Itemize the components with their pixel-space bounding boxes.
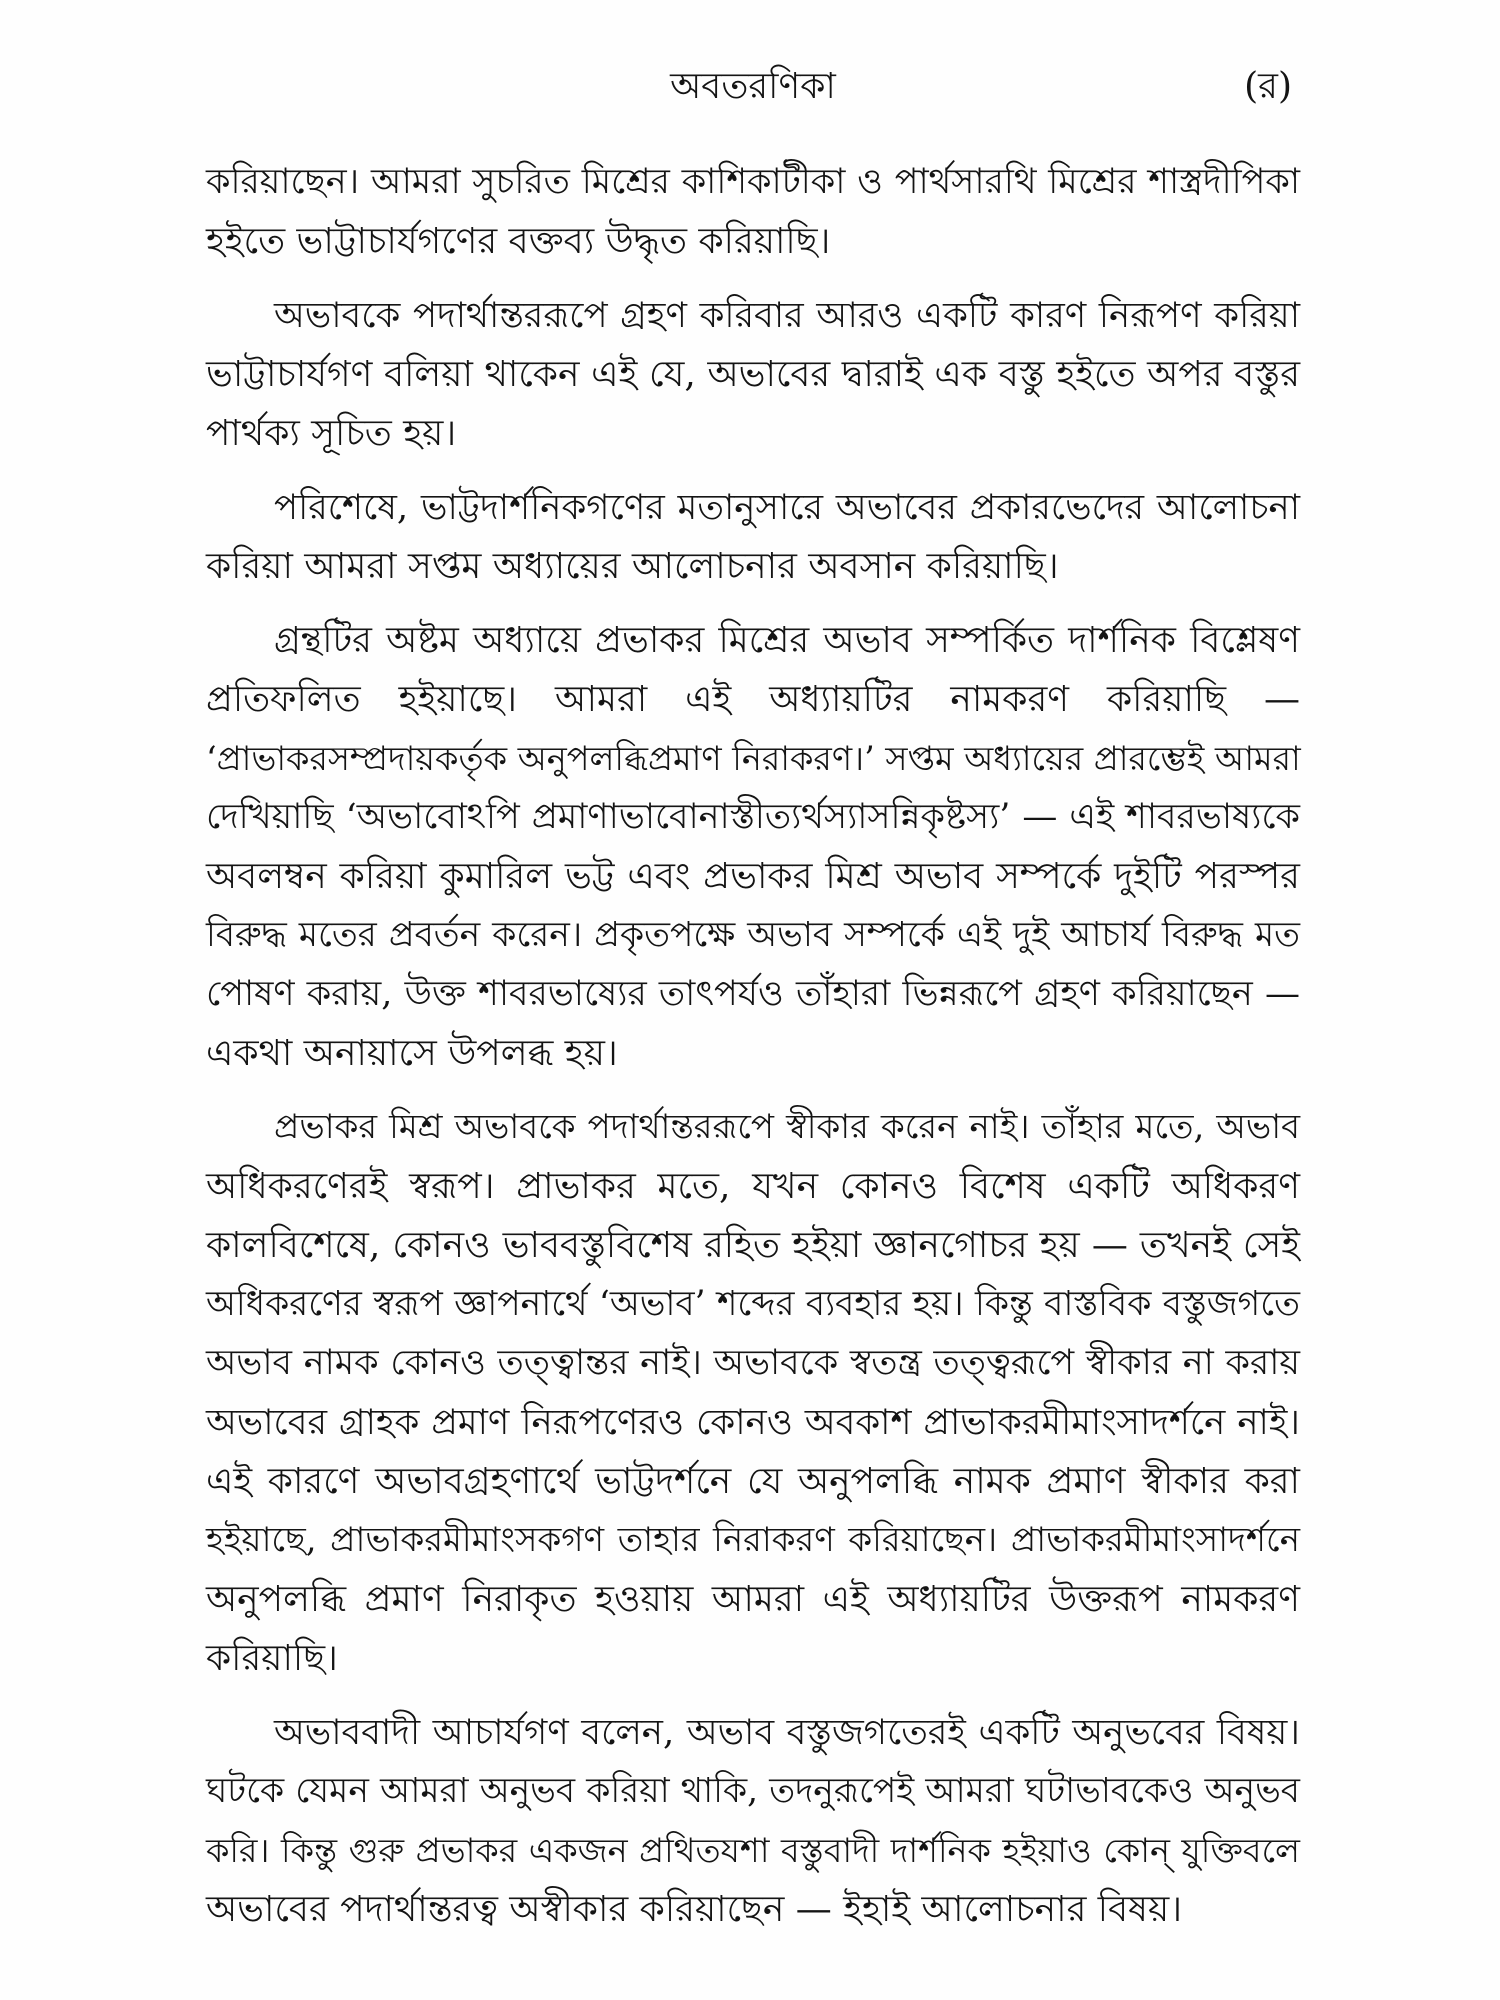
running-header bbox=[206, 62, 1300, 112]
text-line: অভাবের পদার্থান্তরত্ব অস্বীকার করিয়াছেন — ইহাই আলোচনার বিষয়। bbox=[206, 1889, 1183, 1930]
paragraph-1 bbox=[206, 153, 1300, 271]
text-line: অধিকরণেরই স্বরূপ। প্রাভাকর মতে, যখন কোনও বিশেষ একটি অধিকরণ bbox=[206, 1166, 1300, 1207]
text-line: বিরুদ্ধ মতের প্রবর্তন করেন। প্রকৃতপক্ষে অভাব সম্পর্কে এই দুই আচার্য বিরুদ্ধ মত bbox=[206, 915, 1300, 955]
text-line: করি। কিন্তু গুরু প্রভাকর একজন প্রথিতযশা বস্তুবাদী দার্শনিক হইয়াও কোন্ যুক্তিবলে bbox=[206, 1831, 1300, 1870]
text-line: করিয়াছি। bbox=[206, 1638, 338, 1679]
text-line: অবলম্বন করিয়া কুমারিল ভট্ট এবং প্রভাকর মিশ্র অভাব সম্পর্কে দুইটি পরস্পর bbox=[206, 856, 1300, 897]
text-line: প্রতিফলিত হইয়াছে। আমরা এই অধ্যায়টির নামকরণ করিয়াছি — bbox=[206, 679, 1300, 720]
text-line: অধিকরণের স্বরূপ জ্ঞাপনার্থে ‘অভাব’ শব্দের ব্যবহার হয়। কিন্তু বাস্তবিক বস্তুজগতে bbox=[206, 1284, 1300, 1324]
text-line: পরিশেষে, ভাট্টদার্শনিকগণের মতানুসারে অভাবের প্রকারভেদের আলোচনা bbox=[274, 487, 1300, 528]
text-line: ভাট্টাচার্যগণ বলিয়া থাকেন এই যে, অভাবের দ্বারাই এক বস্তু হইতে অপর বস্তুর bbox=[206, 354, 1300, 395]
text-line: এই কারণে অভাবগ্রহণার্থে ভাট্টদর্শনে যে অনুপলব্ধি নামক প্রমাণ স্বীকার করা bbox=[206, 1461, 1300, 1502]
text-line: হইয়াছে, প্রাভাকরমীমাংসকগণ তাহার নিরাকরণ করিয়াছেন। প্রাভাকরমীমাংসাদর্শনে bbox=[206, 1520, 1300, 1560]
paragraph-2 bbox=[206, 286, 1300, 463]
paragraph-3 bbox=[206, 478, 1300, 596]
text-line: অভাব নামক কোনও তত্ত্বান্তর নাই। অভাবকে স্বতন্ত্র তত্ত্বরূপে স্বীকার না করায় bbox=[206, 1343, 1300, 1383]
text-line: অভাবকে পদার্থান্তররূপে গ্রহণ করিবার আরও একটি কারণ নিরূপণ করিয়া bbox=[274, 295, 1300, 336]
text-line: অভাবের গ্রাহক প্রমাণ নিরূপণেরও কোনও অবকাশ প্রাভাকরমীমাংসাদর্শনে নাই। bbox=[206, 1402, 1300, 1443]
chapter-title: অবতরণিকা bbox=[670, 66, 836, 107]
text-line: অভাববাদী আচার্যগণ বলেন, অভাব বস্তুজগতেরই একটি অনুভবের বিষয়। bbox=[274, 1712, 1300, 1753]
page-number: (র) bbox=[1244, 66, 1292, 107]
text-line: পার্থক্য সূচিত হয়। bbox=[206, 413, 457, 454]
paragraph-6 bbox=[206, 1703, 1300, 1939]
text-line: অনুপলব্ধি প্রমাণ নিরাকৃত হওয়ায় আমরা এই অধ্যায়টির উক্তরূপ নামকরণ bbox=[206, 1579, 1300, 1620]
text-line: পোষণ করায়, উক্ত শাবরভাষ্যের তাৎপর্যও তাঁহারা ভিন্নরূপে গ্রহণ করিয়াছেন — bbox=[206, 974, 1300, 1014]
body-text bbox=[206, 153, 1300, 1939]
text-line: ঘটকে যেমন আমরা অনুভব করিয়া থাকি, তদনুরূপেই আমরা ঘটাভাবকেও অনুভব bbox=[206, 1771, 1300, 1811]
text-line: প্রভাকর মিশ্র অভাবকে পদার্থান্তররূপে স্বীকার করেন নাই। তাঁহার মতে, অভাব bbox=[274, 1107, 1300, 1147]
text-line: ‘প্রাভাকরসম্প্রদায়কর্তৃক অনুপলব্ধিপ্রমাণ নিরাকরণ।’ সপ্তম অধ্যায়ের প্রারম্ভেই আমরা bbox=[206, 739, 1301, 778]
text-line: দেখিয়াছি ‘অভাবোঽপি প্রমাণাভাবোনাস্তীত্যর্থস্যাসন্নিকৃষ্টস্য’ — এই শাবরভাষ্যকে bbox=[206, 797, 1300, 837]
paragraph-5 bbox=[206, 1098, 1300, 1688]
text-line: করিয়া আমরা সপ্তম অধ্যায়ের আলোচনার অবসান করিয়াছি। bbox=[206, 546, 1059, 587]
text-line: একথা অনায়াসে উপলব্ধ হয়। bbox=[206, 1033, 618, 1074]
text-line: গ্রন্থটির অষ্টম অধ্যায়ে প্রভাকর মিশ্রের অভাব সম্পর্কিত দার্শনিক বিশ্লেষণ bbox=[274, 620, 1300, 661]
text-line: হইতে ভাট্টাচার্যগণের বক্তব্য উদ্ধৃত করিয়াছি। bbox=[206, 221, 831, 262]
text-line: করিয়াছেন। আমরা সুচরিত মিশ্রের কাশিকাটীকা ও পার্থসারথি মিশ্রের শাস্ত্রদীপিকা bbox=[206, 162, 1300, 202]
text-line: কালবিশেষে, কোনও ভাববস্তুবিশেষ রহিত হইয়া জ্ঞানগোচর হয় — তখনই সেই bbox=[206, 1225, 1300, 1266]
paragraph-4 bbox=[206, 611, 1300, 1083]
